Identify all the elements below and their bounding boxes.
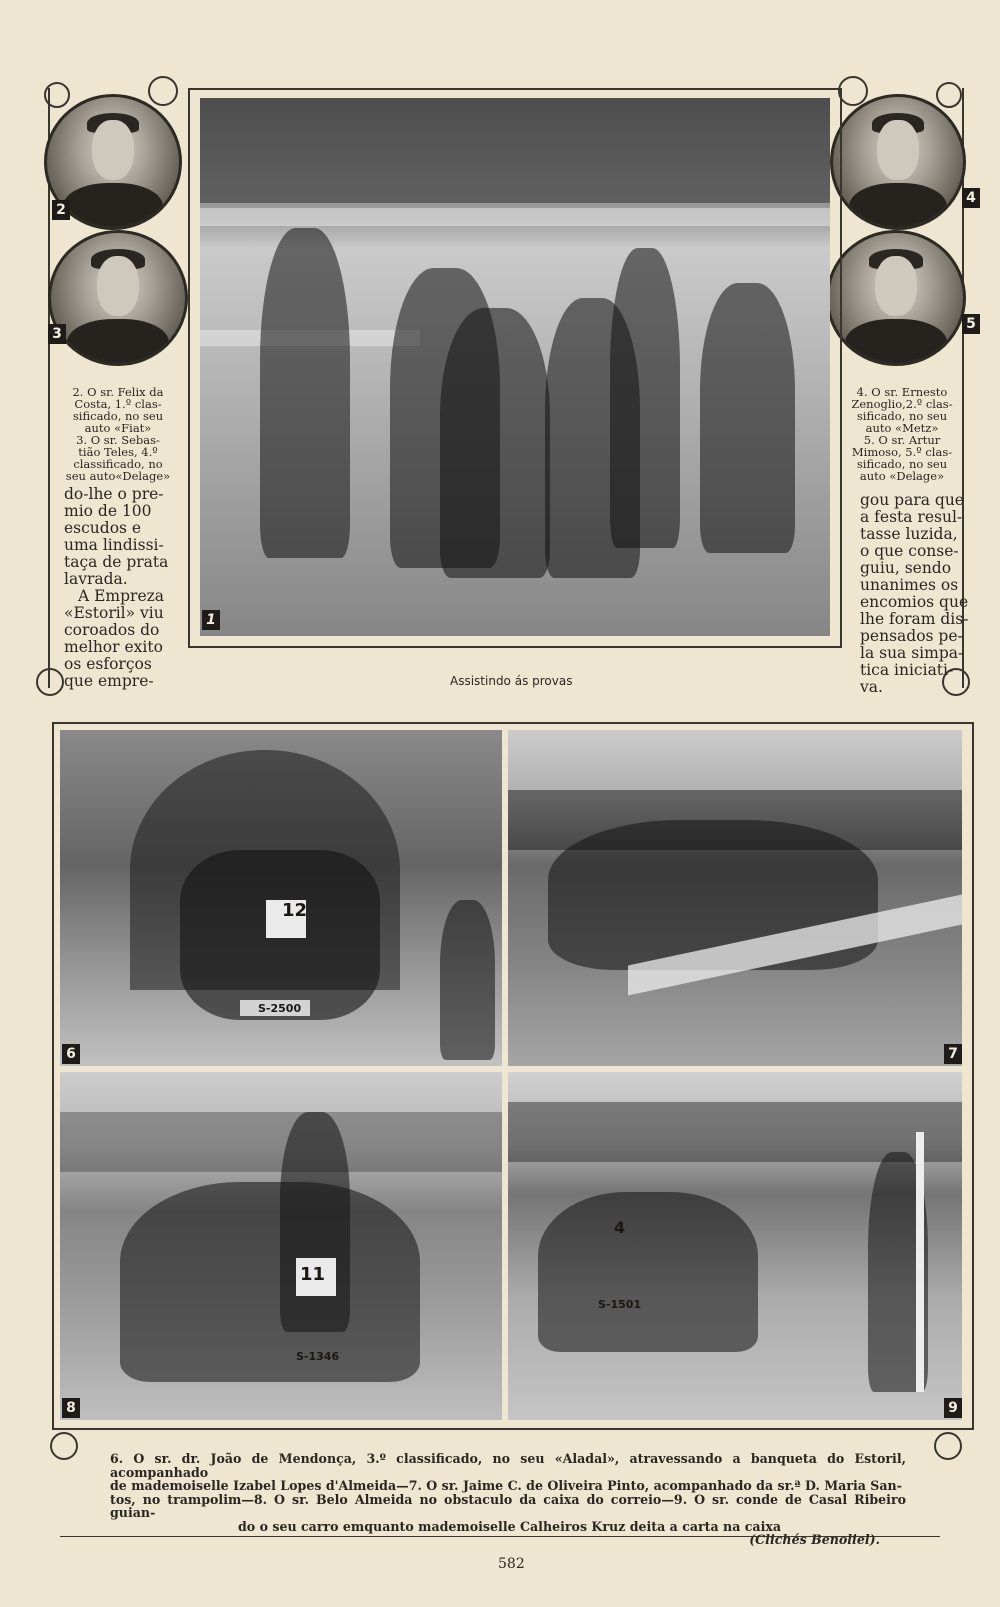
car-number-11: 11 <box>300 1264 326 1285</box>
ornament-swirl <box>934 1432 962 1460</box>
photo-8-mailbox-obstacle <box>60 1072 502 1420</box>
portrait-number-4: 4 <box>962 188 980 208</box>
bottom-photo-caption: 6. O sr. dr. João de Mendonça, 3.º classificado, no seu «Aladal», atravessando a banqueta do Estoril, acompanhado de mademoiselle Izabel Lopes d'Almeida—7. O sr. Jaime C. de Oliveira Pinto, acompanhado da sr.ª D. Maria San- tos, no trampolim—8. O sr. Belo Almeida no obstaculo da caixa do correio—9. O sr. conde de Casal Ribeiro guian- do o seu carro emquanto mademoiselle Calheiros Kruz deita a carta na caixa (Clichés Benoliel). <box>110 1451 906 1547</box>
plate-s-2500: S-2500 <box>258 1002 302 1015</box>
right-portrait-caption: 4. O sr. Ernesto Zenoglio,2.º clas- sificado, no seu auto «Metz» 5. O sr. Artur Mimoso, 5.º clas- sificado, no seu auto «Delage» <box>851 385 953 483</box>
main-photo-spectators <box>200 98 830 636</box>
plate-s-1501: S-1501 <box>598 1298 642 1311</box>
portrait-sebastiao-teles <box>48 230 188 366</box>
ornament-swirl <box>36 668 64 696</box>
portrait-number-5: 5 <box>962 314 980 334</box>
plate-s-1346: S-1346 <box>296 1350 340 1363</box>
photo-number-9: 9 <box>944 1398 962 1418</box>
photo-6-aladal-crossing <box>60 730 502 1066</box>
portrait-artur-mimoso <box>826 230 966 366</box>
ornament-swirl <box>936 82 962 108</box>
car-number-4: 4 <box>614 1218 626 1237</box>
ornament-swirl <box>148 76 178 106</box>
ornament-swirl <box>838 76 868 106</box>
photo-number-6: 6 <box>62 1044 80 1064</box>
photo-7-trampolim <box>508 730 962 1066</box>
right-column-text: gou para que a festa resul- tasse luzida, o que conse- guiu, sendo unanimes os encomios que lhe foram dis- pensados pe- la sua simpa- tica iniciati- va. <box>860 491 969 696</box>
page-number: 582 <box>498 1556 525 1572</box>
ornament-swirl <box>44 82 70 108</box>
photo-number-1: 1 <box>202 610 220 630</box>
left-column-text: do-lhe o pre- mio de 100 escudos e uma lindissi- taça de prata lavrada. A Empreza «Estoril» viu coroados do melhor exito os esforços que empre- <box>64 485 169 690</box>
photo-9-letter-box <box>508 1072 962 1420</box>
photo-number-7: 7 <box>944 1044 962 1064</box>
left-portrait-caption: 2. O sr. Felix da Costa, 1.º clas- sificado, no seu auto «Fiat» 3. O sr. Sebas- tião Teles, 4.º classificado, no seu auto«Delage» <box>65 385 171 483</box>
ornament-swirl <box>50 1432 78 1460</box>
portrait-number-2: 2 <box>52 200 70 220</box>
photo-credit: (Clichés Benoliel). <box>749 1532 880 1547</box>
main-photo-caption: Assistindo ás provas <box>450 674 573 688</box>
photo-number-8: 8 <box>62 1398 80 1418</box>
portrait-number-3: 3 <box>48 324 66 344</box>
car-number-12: 12 <box>282 900 308 921</box>
portrait-ernesto-zenoglio <box>830 94 966 230</box>
